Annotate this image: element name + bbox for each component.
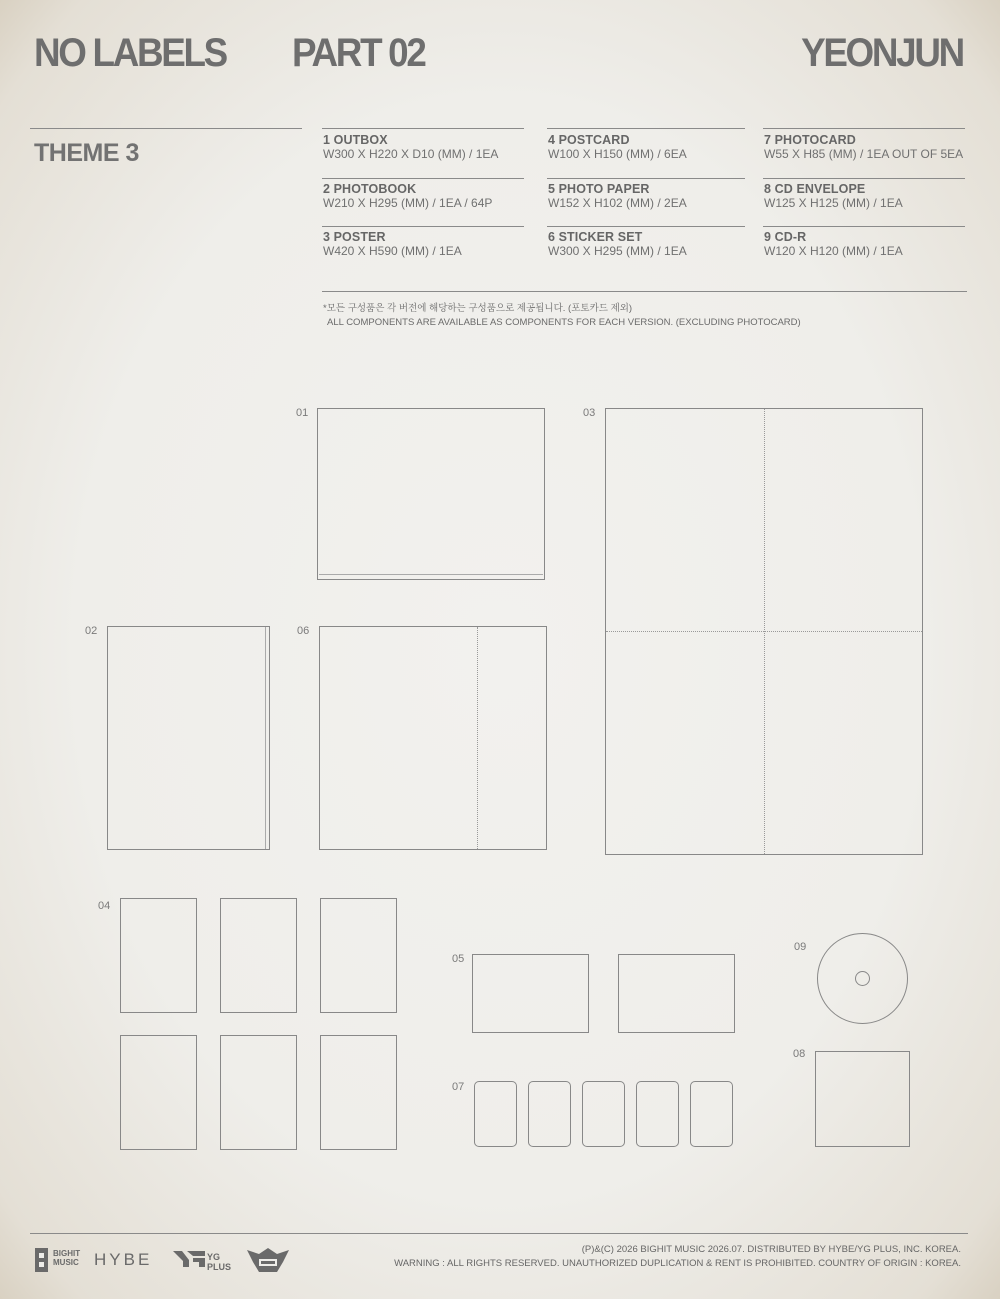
poster-label: 03 (583, 407, 596, 419)
bighit-mark-icon (35, 1248, 48, 1272)
artist-name: YEONJUN (801, 31, 963, 75)
divider (547, 226, 745, 227)
postcard-outline (220, 898, 297, 1013)
postcard-outline (120, 898, 197, 1013)
sticker-set-fold (477, 627, 478, 849)
sticker-set-outline (319, 626, 547, 850)
component-detail: W55 X H85 (MM) / 1EA OUT OF 5EA (764, 147, 964, 161)
bighit-logo (35, 1248, 48, 1272)
photo-paper-outline (472, 954, 589, 1033)
note-korean: *모든 구성품은 각 버전에 해당하는 구성품으로 제공됩니다. (포토카드 제외) (323, 303, 633, 314)
component-spec (323, 133, 528, 161)
component-spec (548, 230, 753, 258)
footer-divider (30, 1233, 968, 1234)
hybe-logo: HYBE (94, 1250, 153, 1269)
cd-envelope-outline (815, 1051, 910, 1147)
component-detail: W210 X H295 (MM) / 1EA / 64P (323, 196, 493, 210)
photocard-outline (528, 1081, 571, 1147)
component-detail: W120 X H120 (MM) / 1EA (764, 244, 903, 258)
component-detail: W420 X H590 (MM) / 1EA (323, 244, 462, 258)
photocard-outline (690, 1081, 733, 1147)
component-title: 8 CD ENVELOPE (764, 182, 866, 196)
photocard-label: 07 (452, 1081, 465, 1093)
divider (547, 178, 745, 179)
cd-hole-outline (855, 971, 870, 986)
component-spec (764, 230, 969, 258)
component-detail: W300 X H295 (MM) / 1EA (548, 244, 687, 258)
postcard-outline (320, 1035, 397, 1150)
postcard-outline (220, 1035, 297, 1150)
component-title: 9 CD-R (764, 230, 807, 244)
postcard-outline (320, 898, 397, 1013)
postcard-outline (120, 1035, 197, 1150)
poster-fold-horizontal (606, 631, 922, 632)
sticker-set-label: 06 (297, 625, 310, 637)
divider (322, 226, 524, 227)
component-spec (764, 133, 974, 161)
outbox-outline (317, 408, 545, 580)
footer-copyright: (P)&(C) 2026 BIGHIT MUSIC 2026.07. DISTRIBUTED BY HYBE/YG PLUS, INC. KOREA. (581, 1244, 961, 1255)
photo-paper-outline (618, 954, 735, 1033)
album-title: NO LABELS (34, 31, 226, 75)
component-title: 7 PHOTOCARD (764, 133, 856, 147)
divider (322, 178, 524, 179)
component-detail: W152 X H102 (MM) / 2EA (548, 196, 687, 210)
component-title: 6 STICKER SET (548, 230, 643, 244)
divider (322, 128, 524, 129)
component-title: 2 PHOTOBOOK (323, 182, 417, 196)
yg-mark-icon (173, 1251, 205, 1272)
component-spec (548, 133, 753, 161)
component-spec (323, 182, 528, 210)
footer-warning: WARNING : ALL RIGHTS RESERVED. UNAUTHORIZED DUPLICATION & RENT IS PROHIBITED. COUNTRY OF ORIGIN : KOREA. (394, 1258, 961, 1269)
component-detail: W100 X H150 (MM) / 6EA (548, 147, 687, 161)
divider (322, 291, 967, 292)
component-title: 3 POSTER (323, 230, 386, 244)
postcard-label: 04 (98, 900, 111, 912)
photocard-outline (636, 1081, 679, 1147)
component-spec (764, 182, 969, 210)
photobook-spine (265, 627, 266, 849)
theme-title: THEME 3 (34, 139, 139, 167)
outbox-label: 01 (296, 407, 309, 419)
divider (763, 226, 965, 227)
photocard-outline (474, 1081, 517, 1147)
divider (763, 128, 965, 129)
note-english: ALL COMPONENTS ARE AVAILABLE AS COMPONENTS FOR EACH VERSION. (EXCLUDING PHOTOCARD) (327, 317, 801, 328)
photocard-outline (582, 1081, 625, 1147)
bighit-wordmark: BIGHIT MUSIC (53, 1249, 81, 1267)
part-title: PART 02 (292, 31, 425, 75)
photobook-label: 02 (85, 625, 98, 637)
outbox-depth-line (319, 574, 543, 575)
photo-paper-label: 05 (452, 953, 465, 965)
divider (547, 128, 745, 129)
component-title: 4 POSTCARD (548, 133, 630, 147)
component-title: 1 OUTBOX (323, 133, 388, 147)
cd-envelope-label: 08 (793, 1048, 806, 1060)
photobook-outline (107, 626, 270, 850)
emblem-logo-icon (247, 1246, 289, 1279)
cd-r-label: 09 (794, 941, 807, 953)
ygplus-wordmark: YG PLUS (207, 1252, 232, 1272)
divider (30, 128, 302, 129)
component-spec (323, 230, 528, 258)
divider (763, 178, 965, 179)
component-title: 5 PHOTO PAPER (548, 182, 650, 196)
component-detail: W300 X H220 X D10 (MM) / 1EA (323, 147, 499, 161)
component-detail: W125 X H125 (MM) / 1EA (764, 196, 903, 210)
component-spec (548, 182, 753, 210)
